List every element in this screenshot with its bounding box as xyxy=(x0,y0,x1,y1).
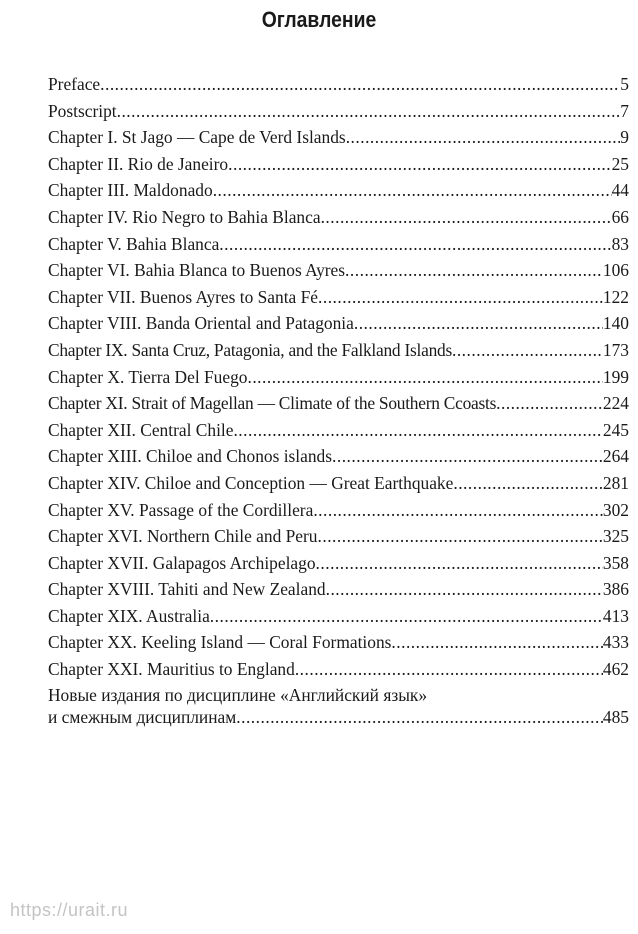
toc-entry-chapter-7[interactable] xyxy=(48,284,629,311)
toc-entry-chapter-13[interactable] xyxy=(48,443,629,470)
toc-entry-label: Chapter XXI. Mauritius to England xyxy=(48,659,295,680)
toc-entry-label: Chapter XV. Passage of the Cordillera xyxy=(48,499,314,520)
dot-leader xyxy=(391,629,603,656)
toc-entry-chapter-11[interactable] xyxy=(48,390,629,417)
dot-leader xyxy=(233,417,602,444)
toc-entry-page: 264 xyxy=(602,446,629,467)
toc-entry-chapter-15[interactable] xyxy=(48,497,629,524)
toc-entry-chapter-10[interactable] xyxy=(48,364,629,391)
toc-entry-page: 5 xyxy=(620,74,629,94)
toc-entry-label: Chapter XII. Central Chile xyxy=(48,419,234,440)
toc-entry-page: 245 xyxy=(602,419,629,440)
toc-entry-page: 281 xyxy=(602,472,629,493)
toc-entry-label: Chapter IX. Santa Cruz, Patagonia, and the Falkland Islands xyxy=(48,339,452,360)
toc-entry-label: Chapter X. Tierra Del Fuego xyxy=(48,366,248,387)
toc-entry-page: 66 xyxy=(611,206,629,227)
toc-entry-postscript[interactable] xyxy=(48,98,629,125)
dot-leader xyxy=(496,390,603,417)
dot-leader xyxy=(346,124,621,151)
toc-entry-page: 106 xyxy=(602,260,629,281)
toc-entry-page: 199 xyxy=(602,366,629,387)
toc-entry-chapter-6[interactable] xyxy=(48,257,629,284)
toc-entry-label: Preface xyxy=(48,74,101,94)
toc-entry-page: 224 xyxy=(602,393,629,414)
toc-entry-chapter-3[interactable] xyxy=(48,177,629,204)
toc-entry-page: 462 xyxy=(602,659,629,680)
dot-leader xyxy=(318,523,603,550)
toc-entry-label: Chapter XIX. Australia xyxy=(48,605,210,626)
toc-entry-page: 386 xyxy=(602,579,629,600)
dot-leader xyxy=(318,284,603,311)
dot-leader xyxy=(326,576,603,603)
toc-entry-label: Chapter VIII. Banda Oriental and Patagonia xyxy=(48,313,354,334)
toc-entry-page: 433 xyxy=(602,632,629,653)
toc-entry-label: Chapter VI. Bahia Blanca to Buenos Ayres xyxy=(48,260,346,281)
dot-leader xyxy=(452,337,603,364)
toc-entry-label: Chapter XVII. Galapagos Archipelago xyxy=(48,552,316,573)
toc-entry-label: Chapter XVIII. Tahiti and New Zealand xyxy=(48,579,326,600)
dot-leader xyxy=(219,231,611,258)
toc-entry-chapter-20[interactable] xyxy=(48,629,629,656)
dot-leader xyxy=(247,364,602,391)
dot-leader xyxy=(316,550,603,577)
dot-leader xyxy=(313,497,603,524)
dot-leader xyxy=(295,656,603,683)
toc-entry-chapter-12[interactable] xyxy=(48,417,629,444)
toc-entry-label: Chapter XIV. Chiloe and Conception — Great Earthquake xyxy=(48,472,454,493)
toc-entry-chapter-8[interactable] xyxy=(48,310,629,337)
dot-leader xyxy=(210,603,603,630)
toc-entry-page: 413 xyxy=(602,605,629,626)
toc-entry-label: Chapter IV. Rio Negro to Bahia Blanca xyxy=(48,206,321,227)
toc-entry-label: Chapter XIII. Chiloe and Chonos islands xyxy=(48,446,333,467)
watermark-url: https://urait.ru xyxy=(10,900,129,920)
toc-entry-label: Chapter XI. Strait of Magellan — Climate of the Southern Ccoasts xyxy=(48,393,497,414)
toc-entry-page: 173 xyxy=(602,339,629,360)
toc-entry-chapter-16[interactable] xyxy=(48,523,629,550)
dot-leader xyxy=(332,443,603,470)
dot-leader xyxy=(117,98,621,125)
toc-entry-page: 9 xyxy=(620,127,629,148)
toc-entry-preface[interactable] xyxy=(48,71,629,98)
toc-entry-label: Postscript xyxy=(48,100,117,121)
toc-entry-chapter-9[interactable] xyxy=(48,337,629,364)
toc-entry-page: 358 xyxy=(602,552,629,573)
toc-entry-label: Chapter I. St Jago — Cape de Verd Islands xyxy=(48,127,346,148)
toc-entry-chapter-2[interactable] xyxy=(48,151,629,178)
toc-entry-page: 302 xyxy=(602,499,629,520)
dot-leader xyxy=(236,706,603,728)
toc-entry-page: 485 xyxy=(602,706,629,727)
toc-entry-page: 44 xyxy=(611,180,629,201)
toc-entry-chapter-18[interactable] xyxy=(48,576,629,603)
dot-leader xyxy=(345,257,603,284)
toc-entry-label: Chapter XVI. Northern Chile and Peru xyxy=(48,526,318,547)
toc-entry-chapter-21[interactable] xyxy=(48,656,629,683)
dot-leader xyxy=(228,151,611,178)
toc-entry-page: 7 xyxy=(620,100,629,121)
table-of-contents xyxy=(48,71,629,728)
dot-leader xyxy=(100,71,620,98)
toc-entry-chapter-4[interactable] xyxy=(48,204,629,231)
dot-leader xyxy=(213,177,612,204)
toc-entry-page: 25 xyxy=(611,153,629,174)
toc-entry-chapter-19[interactable] xyxy=(48,603,629,630)
toc-entry-page: 325 xyxy=(602,526,629,547)
toc-entry-label: Chapter V. Bahia Blanca xyxy=(48,233,220,254)
toc-entry-label: Chapter II. Rio de Janeiro xyxy=(48,153,229,174)
toc-entry-label: Chapter VII. Buenos Ayres to Santa Fé xyxy=(48,286,319,307)
page-title: Оглавление xyxy=(261,7,377,32)
toc-entry-new-editions[interactable] xyxy=(48,684,629,728)
toc-entry-chapter-14[interactable] xyxy=(48,470,629,497)
toc-entry-page: 83 xyxy=(611,233,629,254)
toc-entry-chapter-17[interactable] xyxy=(48,550,629,577)
dot-leader xyxy=(354,310,603,337)
toc-entry-label: Chapter III. Maldonado xyxy=(48,180,213,201)
toc-entry-label-line2: и смежным дисциплинам xyxy=(48,706,237,727)
dot-leader xyxy=(453,470,603,497)
dot-leader xyxy=(321,204,612,231)
toc-entry-label-line1: Новые издания по дисциплине «Английский язык» xyxy=(48,684,428,705)
toc-entry-chapter-1[interactable] xyxy=(48,124,629,151)
toc-entry-label: Chapter XX. Keeling Island — Coral Formations xyxy=(48,632,392,653)
toc-entry-chapter-5[interactable] xyxy=(48,231,629,258)
toc-entry-page: 122 xyxy=(602,286,629,307)
toc-entry-page: 140 xyxy=(602,313,629,334)
